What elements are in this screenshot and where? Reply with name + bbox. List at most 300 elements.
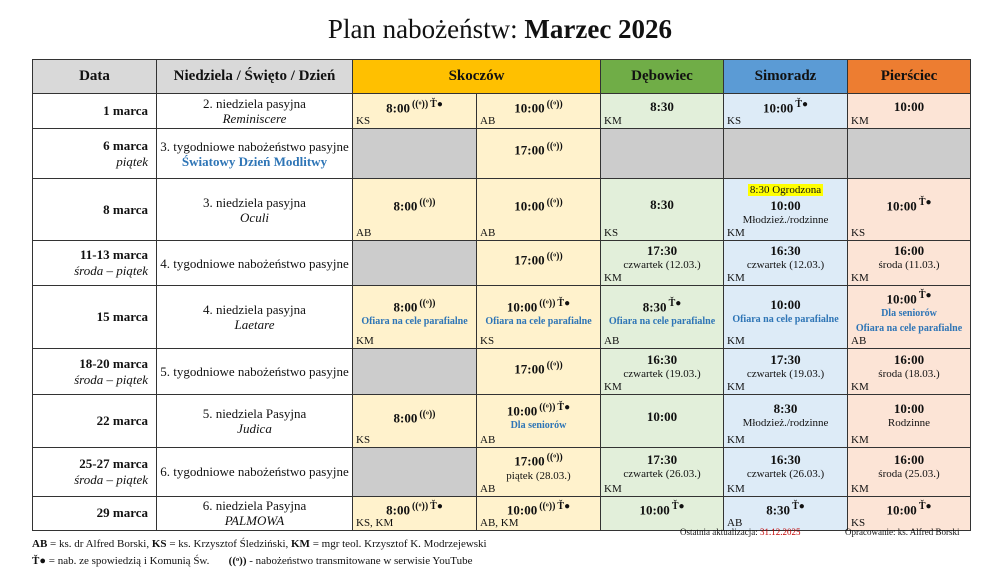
service-time: 8:00 (386, 502, 410, 518)
stream-icon: ((ᵒ)) (546, 141, 563, 153)
stream-icon: ((ᵒ)) (419, 409, 436, 421)
service-cell-sk1 (353, 395, 477, 448)
priest-initials: AB (480, 115, 496, 127)
table-row (33, 286, 971, 349)
service-time: 10:00 (886, 198, 917, 214)
day-cell (157, 349, 353, 395)
service-time: 10:00 (770, 297, 801, 313)
legend-ks-text: = ks. Krzysztof Śledziński, (166, 538, 291, 550)
service-note: czwartek (26.03.) (623, 467, 701, 480)
legend-priests (32, 538, 487, 550)
service-note: piątek (28.03.) (506, 469, 571, 482)
service-content (601, 195, 723, 224)
seniors-note: Dla seniorów (881, 308, 937, 320)
day-latin-name: Laetare (234, 317, 275, 333)
stream-icon: ((ᵒ)) (539, 500, 556, 512)
legend-ab: AB (32, 538, 48, 550)
time-line (848, 452, 970, 467)
service-time: 16:00 (893, 451, 925, 467)
service-cell-sk1 (353, 94, 477, 129)
day-latin-name: PALMOWA (224, 513, 285, 529)
priest-initials: KM (727, 434, 745, 447)
day-cell (157, 448, 353, 496)
communion-icon: Ť● (557, 401, 571, 413)
stream-icon: ((ᵒ)) (228, 555, 247, 567)
service-cell-pi (848, 496, 971, 530)
service-time: 8:00 (386, 100, 410, 116)
service-content (477, 95, 600, 127)
table-row (33, 395, 971, 448)
title-prefix: Plan nabożeństw: (327, 14, 525, 44)
header-data: Data (33, 60, 157, 94)
date-label: 29 marca (96, 505, 148, 521)
time-line (724, 352, 847, 367)
table-row (33, 448, 971, 496)
service-cell-pi (848, 241, 971, 286)
time-line (353, 296, 476, 314)
priest-initials: KS (356, 115, 371, 127)
service-note: Ofiara na cele parafialne (855, 323, 963, 335)
day-name: 4. tygodniowe nabożeństwo pasyjne (160, 255, 349, 271)
stream-icon: ((ᵒ)) (539, 297, 556, 309)
date-weekday: środa – piątek (74, 471, 148, 487)
date-label: 22 marca (96, 413, 148, 429)
time-line (477, 296, 600, 314)
priest-initials: KS (480, 335, 495, 348)
service-cell-sk2 (477, 94, 601, 129)
service-time: 8:30 (766, 502, 791, 518)
stream-icon: ((ᵒ)) (419, 197, 436, 209)
time-line (601, 99, 723, 114)
service-time: 8:30 (650, 98, 674, 114)
legend-km: KM (291, 538, 310, 550)
stream-icon: ((ᵒ)) (546, 197, 563, 209)
service-note: środa (25.03.) (878, 467, 940, 480)
service-time: 17:30 (646, 451, 678, 467)
communion-icon: Ť● (918, 197, 932, 209)
service-time: 16:00 (893, 351, 925, 367)
communion-icon: Ť● (32, 555, 46, 567)
priest-initials: AB (604, 335, 620, 348)
service-note: Ofiara na cele parafialne (361, 315, 468, 327)
table-row (33, 129, 971, 179)
legend-ks: KS (151, 538, 167, 550)
service-time: 17:00 (514, 360, 545, 376)
service-cell-pi (848, 448, 971, 496)
date-cell (33, 179, 157, 241)
service-cell-pi (848, 349, 971, 395)
service-time: 10:00 (893, 98, 925, 114)
table-row (33, 241, 971, 286)
time-line (477, 139, 600, 157)
date-label: 11-13 marca (80, 247, 148, 262)
service-content (353, 294, 476, 341)
date-cell (33, 129, 157, 179)
date-label: 1 marca (103, 103, 148, 118)
priest-initials: KM (604, 272, 622, 284)
time-line (848, 499, 970, 517)
time-line (353, 499, 476, 517)
service-time: 10:00 (886, 291, 917, 307)
date-cell (33, 496, 157, 530)
communion-icon: Ť● (918, 500, 932, 512)
date-cell (33, 94, 157, 129)
updated-date: 31.12.2025 (759, 527, 801, 537)
service-cell-si (724, 349, 848, 395)
service-time: 10:00 (506, 402, 538, 418)
header-piersciec: Pierściec (848, 60, 971, 94)
highlight-note: 8:30 Ogrodzona (749, 184, 822, 196)
highlight-note-wrap (724, 181, 847, 198)
service-note: czwartek (12.03.) (623, 259, 701, 271)
time-line (601, 296, 723, 314)
service-cell-si (724, 496, 848, 530)
time-line (353, 97, 476, 115)
time-line (477, 400, 600, 418)
day-name: 6. tygodniowe nabożeństwo pasyjne (160, 464, 349, 480)
service-time: 10:00 (893, 401, 925, 417)
priest-initials: AB (727, 516, 743, 529)
time-line (353, 407, 476, 425)
time-line (477, 249, 600, 267)
service-cell-sk2 (477, 179, 601, 241)
title-month: Marzec 2026 (524, 14, 673, 44)
priest-initials: KM (604, 482, 622, 495)
service-content (848, 193, 970, 225)
table-row (33, 496, 971, 530)
service-time: 8:00 (393, 198, 418, 214)
service-content (848, 497, 970, 529)
service-time: 10:00 (646, 408, 678, 424)
time-line (601, 243, 723, 258)
service-cell-sk2 (477, 241, 601, 286)
service-content (477, 398, 600, 445)
stream-icon: ((ᵒ)) (419, 297, 436, 309)
time-line (848, 195, 970, 213)
priest-initials: KM (604, 381, 622, 394)
service-time: 8:00 (393, 410, 418, 426)
time-line (601, 452, 723, 467)
service-content (724, 295, 847, 339)
day-cell (157, 395, 353, 448)
communion-icon: Ť● (918, 290, 932, 301)
time-line (848, 401, 970, 416)
service-content (477, 356, 600, 388)
communion-icon: Ť● (557, 297, 571, 309)
priest-initials: KS (851, 516, 866, 529)
service-time: 10:00 (506, 502, 538, 518)
table-row (33, 179, 971, 241)
service-content (724, 95, 847, 127)
time-line (477, 450, 600, 468)
date-cell (33, 395, 157, 448)
service-time: 10:00 (762, 100, 794, 116)
service-content (353, 405, 476, 437)
priest-initials: KS (727, 115, 742, 127)
service-content (601, 497, 723, 529)
service-note: czwartek (12.03.) (746, 259, 825, 271)
time-line (601, 409, 723, 424)
service-note: Ofiara na cele parafialne (732, 314, 839, 326)
seniors-note: Dla seniorów (510, 419, 567, 431)
last-updated (680, 527, 800, 537)
day-special: Światowy Dzień Modlitwy (181, 153, 328, 169)
priest-initials: KM (851, 115, 869, 127)
priest-initials: KM (851, 482, 869, 495)
priest-initials: KM (727, 272, 745, 284)
time-line (724, 243, 847, 258)
legend-icons (32, 555, 472, 567)
date-label: 8 marca (103, 201, 148, 217)
service-cell-si (724, 448, 848, 496)
service-note: Ofiara na cele parafialne (485, 315, 592, 327)
service-cell-pi (848, 94, 971, 129)
time-line (601, 352, 723, 367)
communion-icon: Ť● (430, 98, 443, 110)
service-cell-de (601, 448, 724, 496)
service-time: 16:30 (646, 351, 678, 367)
service-cell-si (724, 129, 848, 179)
priest-initials: KM (356, 335, 374, 348)
priest-initials: KS, KM (356, 516, 394, 529)
priest-initials: AB (480, 482, 496, 495)
service-cell-de (601, 496, 724, 530)
header-row (33, 60, 971, 94)
service-note: czwartek (26.03.) (746, 467, 825, 480)
service-time: 10:00 (514, 100, 545, 116)
day-name: 6. niedziela Pasyjna (202, 498, 307, 514)
service-content (477, 137, 600, 169)
priest-initials: KS (851, 227, 866, 239)
service-cell-si (724, 241, 848, 286)
time-line (848, 99, 970, 114)
day-cell (157, 94, 353, 129)
day-cell (157, 286, 353, 349)
service-time: 8:30 (773, 401, 798, 417)
priest-initials: KM (851, 381, 869, 394)
priest-initials: AB (356, 227, 372, 239)
priest-initials: AB (480, 227, 496, 239)
service-cell-de (601, 179, 724, 241)
date-cell (33, 286, 157, 349)
header-day: Niedziela / Święto / Dzień (157, 60, 353, 94)
stream-icon: ((ᵒ)) (546, 359, 563, 371)
communion-icon: Ť● (557, 500, 571, 512)
day-cell (157, 241, 353, 286)
service-time: 10:00 (514, 198, 545, 214)
service-content (848, 286, 970, 348)
day-name: 2. niedziela pasyjna (203, 96, 306, 111)
service-time: 17:00 (514, 142, 545, 158)
date-cell (33, 349, 157, 395)
service-cell-sk1 (353, 496, 477, 530)
service-content (477, 247, 600, 279)
day-name: 5. niedziela Pasyjna (202, 406, 307, 422)
legend-km-text: = mgr teol. Krzysztof K. Modrzejewski (309, 538, 487, 550)
priest-initials: AB, KM (480, 516, 519, 529)
service-note: czwartek (19.03.) (746, 367, 825, 380)
service-content (601, 294, 723, 341)
table-row (33, 349, 971, 395)
service-note: Młodzież./rodzinne (742, 214, 829, 226)
date-weekday: piątek (116, 153, 148, 169)
service-cell-si (724, 94, 848, 129)
service-time: 10:00 (639, 502, 670, 518)
legend-ab-text: = ks. dr Alfred Borski, (47, 538, 152, 550)
service-cell-sk1 (353, 448, 477, 496)
priest-initials: KM (727, 482, 745, 495)
time-line (848, 243, 970, 258)
service-time: 10:00 (506, 298, 538, 314)
date-label: 15 marca (96, 309, 148, 325)
service-note: Rodzinne (887, 417, 931, 430)
service-cell-si (724, 286, 848, 349)
time-line (724, 97, 847, 115)
stream-icon: ((ᵒ)) (546, 452, 563, 464)
priest-initials: KS (604, 227, 619, 239)
communion-icon: Ť● (430, 500, 443, 512)
stream-icon: ((ᵒ)) (546, 250, 563, 262)
priest-initials: KM (604, 115, 622, 127)
communion-icon: Ť● (671, 500, 685, 512)
day-cell (157, 179, 353, 241)
date-cell (33, 241, 157, 286)
author: Opracowanie: ks. Alfred Borski (845, 527, 960, 537)
time-line (601, 197, 723, 212)
service-cell-pi (848, 286, 971, 349)
time-line (848, 288, 970, 306)
day-cell (157, 129, 353, 179)
service-time: 8:30 (642, 298, 667, 314)
service-time: 17:30 (646, 243, 678, 258)
service-cell-sk2 (477, 349, 601, 395)
updated-label: Ostatnia aktualizacja: (680, 527, 758, 537)
priest-initials: KM (727, 335, 745, 348)
day-name: 5. tygodniowe nabożeństwo pasyjne (160, 364, 349, 380)
service-cell-sk2 (477, 286, 601, 349)
service-content (601, 407, 723, 436)
time-line (848, 352, 970, 367)
day-name: 3. niedziela pasyjna (203, 194, 306, 210)
service-content (477, 448, 600, 495)
service-time: 10:00 (886, 502, 917, 518)
service-time: 17:30 (770, 351, 801, 367)
priest-initials: KM (851, 434, 869, 447)
service-content (353, 193, 476, 225)
service-cell-sk1 (353, 349, 477, 395)
service-cell-sk1 (353, 179, 477, 241)
header-debowiec: Dębowiec (601, 60, 724, 94)
service-cell-sk1 (353, 241, 477, 286)
date-cell (33, 448, 157, 496)
service-cell-si (724, 395, 848, 448)
service-cell-de (601, 241, 724, 286)
time-line (601, 499, 723, 517)
day-name: 4. niedziela pasyjna (203, 302, 306, 318)
priest-initials: AB (480, 434, 496, 447)
service-time: 16:00 (893, 243, 925, 258)
service-cell-sk2 (477, 129, 601, 179)
day-name: 3. tygodniowe nabożeństwo pasyjne (160, 138, 349, 154)
time-line (477, 358, 600, 376)
time-line (724, 297, 847, 312)
time-line (724, 198, 847, 213)
service-time: 17:00 (514, 453, 545, 469)
service-content (477, 193, 600, 225)
service-cell-sk1 (353, 286, 477, 349)
service-cell-pi (848, 179, 971, 241)
day-latin-name: Oculi (240, 209, 269, 225)
service-content (724, 497, 847, 529)
stream-icon: ((ᵒ)) (411, 98, 429, 110)
service-note: środa (18.03.) (878, 367, 940, 380)
service-time: 16:30 (770, 243, 801, 258)
date-weekday: środa – piątek (74, 371, 148, 387)
service-note: Ofiara na cele parafialne (608, 315, 716, 327)
schedule-table (32, 59, 971, 531)
communion-icon: Ť● (795, 98, 809, 110)
date-label: 25-27 marca (79, 455, 148, 471)
date-label: 6 marca (103, 137, 148, 153)
service-cell-pi (848, 129, 971, 179)
service-cell-pi (848, 395, 971, 448)
date-weekday: środa – piątek (74, 263, 148, 278)
service-time: 16:30 (770, 451, 801, 467)
service-note: środa (11.03.) (878, 259, 940, 271)
priest-initials: KM (851, 272, 869, 284)
service-content (353, 95, 476, 127)
stream-icon: ((ᵒ)) (411, 500, 429, 512)
stream-icon: ((ᵒ)) (546, 98, 563, 110)
time-line (724, 499, 847, 517)
day-cell (157, 496, 353, 530)
service-cell-sk2 (477, 496, 601, 530)
service-cell-si (724, 179, 848, 241)
page-title (0, 14, 1000, 45)
service-cell-de (601, 395, 724, 448)
priest-initials: KM (727, 381, 745, 394)
date-label: 18-20 marca (79, 355, 148, 371)
time-line (724, 401, 847, 416)
day-latin-name: Judica (237, 421, 272, 437)
service-time: 17:00 (514, 252, 545, 268)
time-line (724, 452, 847, 467)
day-latin-name: Reminiscere (222, 111, 287, 126)
time-line (477, 499, 600, 517)
service-content (477, 294, 600, 341)
priest-initials: KS (356, 434, 371, 447)
priest-initials: KM (727, 227, 745, 239)
service-cell-de (601, 286, 724, 349)
header-skoczow: Skoczów (353, 60, 601, 94)
service-cell-de (601, 349, 724, 395)
service-cell-de (601, 129, 724, 179)
service-cell-sk1 (353, 129, 477, 179)
service-cell-sk2 (477, 395, 601, 448)
service-time: 10:00 (770, 198, 801, 213)
service-time: 8:00 (393, 298, 418, 314)
priest-initials: AB (851, 335, 867, 348)
service-cell-sk2 (477, 448, 601, 496)
time-line (477, 97, 600, 115)
table-row (33, 94, 971, 129)
communion-icon: Ť● (668, 297, 682, 309)
service-time: 8:30 (650, 197, 674, 212)
communion-icon: Ť● (792, 500, 805, 512)
service-note: Młodzież./rodzinne (742, 417, 829, 430)
legend-communion-text: = nab. ze spowiedzią i Komunią Św. (45, 555, 210, 567)
time-line (477, 195, 600, 213)
